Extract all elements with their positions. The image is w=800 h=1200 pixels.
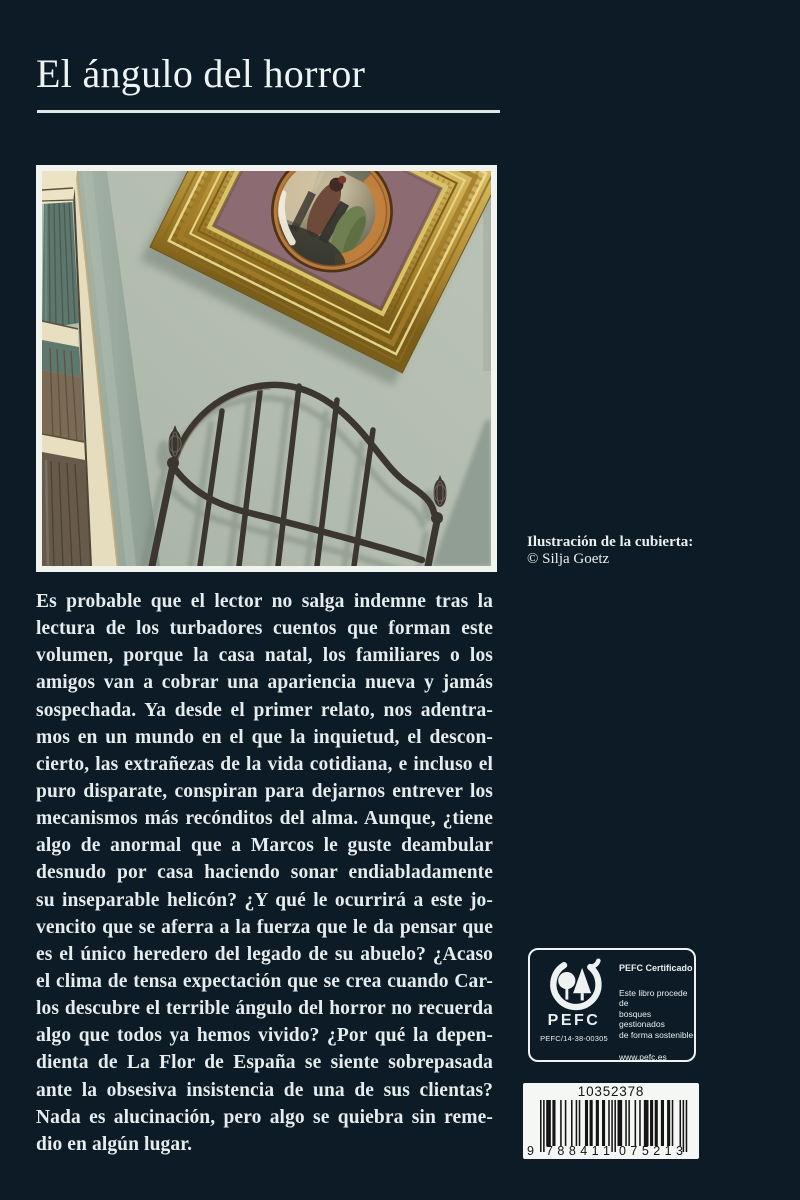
pefc-left-column <box>530 950 618 1060</box>
pefc-url: www.pefc.es <box>619 1052 667 1062</box>
title-rule <box>37 110 500 113</box>
pefc-right-column <box>618 950 694 1060</box>
pefc-description: Este libro procede de bosques gestionados de forma sostenible <box>619 987 694 1040</box>
barcode-left-group: 7 8 8 4 1 1 <box>546 1144 610 1158</box>
page-title: El ángulo del horror <box>36 51 366 96</box>
cover-credit-artist: © Silja Goetz <box>527 551 610 567</box>
pefc-logo-icon <box>545 958 603 1014</box>
pefc-cert-code: PEFC/14-38-00305 <box>540 1034 608 1043</box>
back-cover-blurb: Es probable que el lector no salga indemne tras la lectura de los turbadores cuentos que forman este volumen, porque la casa natal, los familiares o los amigos van a cobrar una apariencia nueva y jamás sospechada. Ya desde el primer relato, nos adentra- mos en un mundo en el que la inquietud, el descon- cierto, las extrañezas de la vida cotidiana, e incluso el puro disparate, conspiran para dejarnos entrever los mecanismos más recónditos del alma. Aunque, ¿tiene algo de anormal que a Marcos le guste deambular desnudo por casa haciendo sonar endiabladamente su inseparable helicón? ¿Y qué le ocurrirá a este jo- vencito que se aferra a la fuerza que le da pensar que es el único heredero del legado de su abuelo? ¿Acaso el clima de tensa expectación que se crea cuando Car- los descubre el terrible ángulo del horror no recuerda algo que todos ya hemos vivido? ¿Por qué la depen- dienta de La Flor de España se siente sobrepasada ante la obsesiva insistencia de una de sus clientas? Nada es alucinación, pero algo se quiebra sin reme- dio en algún lugar. <box>36 591 493 1155</box>
cover-credit <box>527 534 693 568</box>
barcode-digits <box>523 1144 699 1158</box>
barcode-lead-digit: 9 <box>527 1144 534 1158</box>
cover-illustration <box>36 165 497 572</box>
barcode-top-number: 10352378 <box>577 1084 645 1099</box>
ean-barcode <box>523 1083 699 1159</box>
pefc-heading: PEFC Certificado <box>619 963 693 973</box>
pefc-wordmark: PEFC <box>547 1012 601 1029</box>
cover-credit-label: Ilustración de la cubierta: <box>527 534 694 550</box>
barcode-right-group: 0 7 5 2 1 3 <box>619 1144 683 1158</box>
pefc-certification-label <box>528 948 696 1062</box>
cover-illustration-art <box>42 171 491 566</box>
